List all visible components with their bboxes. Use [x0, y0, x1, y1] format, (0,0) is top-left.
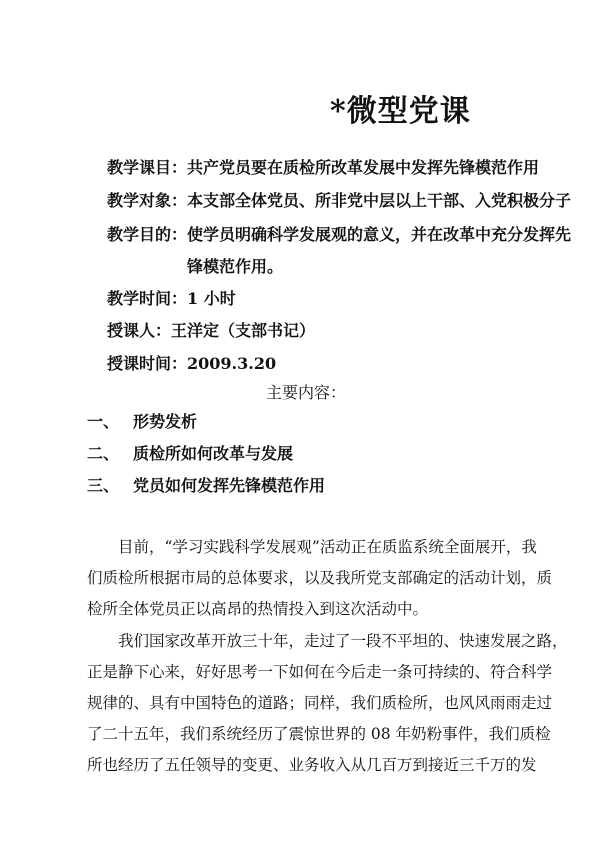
lecturer-label: 授课人：: [107, 321, 172, 340]
goal-value-line1: 使学员明确科学发展观的意义，并在改革中充分发挥先: [187, 225, 572, 244]
audience-row: [107, 191, 571, 211]
paragraph1-line1: 目前，“学习实践科学发展观”活动正在质监系统全面展开，我: [118, 538, 537, 556]
toc-num-3: 三、: [87, 476, 120, 495]
subject-value: 共产党员要在质检所改革发展中发挥先锋模范作用: [187, 158, 540, 177]
lecturer-row: [107, 321, 315, 341]
toc-item-3: 党员如何发挥先锋模范作用: [133, 476, 326, 495]
toc-item-2: 质检所如何改革与发展: [133, 444, 294, 463]
paragraph2-line1: 我们国家改革开放三十年，走过了一段不平坦的、快速发展之路，: [118, 632, 568, 650]
paragraph1-line3: 检所全体党员正以高昂的热情投入到这次活动中。: [87, 600, 429, 618]
paragraph1-line2: 们质检所根据市局的总体要求，以及我所党支部确定的活动计划，质: [87, 569, 553, 587]
toc-num-1: 一、: [87, 412, 120, 431]
time-value: 1 小时: [187, 289, 236, 308]
paragraph2-line2: 正是静下心来，好好思考一下如何在今后走一条可持续的、符合科学: [87, 663, 553, 681]
goal-label: 教学目的：: [107, 225, 188, 244]
goal-value-line2: 锋模范作用。: [187, 257, 284, 276]
lecturer-value: 王洋定（支部书记）: [171, 321, 316, 340]
paragraph2-line3: 规律的、具有中国特色的道路；同样，我们质检所，也风风雨雨走过: [87, 694, 553, 712]
toc-item-1: 形势发析: [133, 412, 198, 431]
time-row: [107, 289, 236, 309]
time-label: 教学时间：: [107, 289, 188, 308]
toc-num-2: 二、: [87, 444, 120, 463]
paragraph2-line4: 了二十五年，我们系统经历了震惊世界的 08 年奶粉事件，我们质检: [87, 725, 551, 743]
date-value: 2009.3.20: [187, 354, 277, 373]
date-row: [107, 354, 276, 374]
paragraph2-line5: 所也经历了五任领导的变更、业务收入从几百万到接近三千万的发: [87, 756, 537, 774]
page-title: *微型党课: [330, 94, 471, 129]
audience-label: 教学对象：: [107, 191, 188, 210]
date-label: 授课时间：: [107, 354, 188, 373]
goal-row: [107, 225, 571, 245]
main-contents-heading: 主要内容：: [266, 383, 347, 402]
subject-row: [107, 158, 539, 178]
audience-value: 本支部全体党员、所非党中层以上干部、入党积极分子: [187, 191, 572, 210]
subject-label: 教学课目：: [107, 158, 188, 177]
